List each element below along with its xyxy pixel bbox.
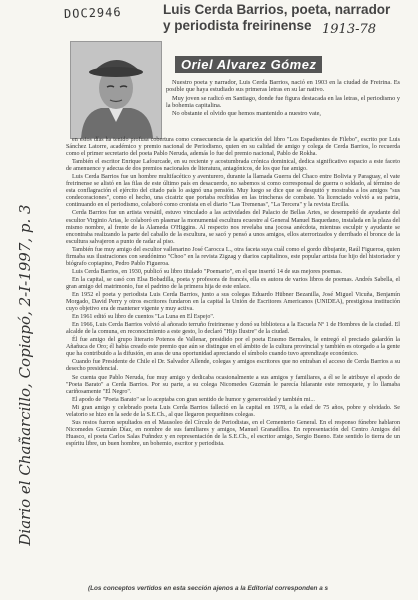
- body-paragraph: También el escritor Enrique Lafourcade, en su reciente y acostumbrada crónica dominical, dedica significativo espacio a este faceto de amenuence y adecua de dos premios nacionales de literatura, antagónicos, de los que fue amigo.: [66, 159, 400, 173]
- body-paragraph: Luis Cerda Barrios fue un hombre multifacético y aventurero, durante la llamada Guerra del Chaco entre Bolivia y Paraguay, el vate freirinense se alistó en las filas de este último país en desacuerdo, no sabemos si como corresponsal de guerra o soldado, al término de esta conflagración el ejército del citado país lo asignó una pensión. Muy luego se dice que se desquitó y mostraba a los amigos "sus condecoraciones", como el hecho, una cicatriz que portaba recibidas en las trincheras de combate. Ya licenciado volvió a su patria, continuando en el periodismo, colaboró como cronista en el diario "Las Tremenas", "La Tercera" y la revista Ercilla.: [66, 174, 400, 209]
- body-paragraph: Él fue amigo del grupo literario Potenos de Vallenar, presidido por el poeta Erasmo Bernales, le entregó el preciado galardón la Añañuca de Oro; él había creado este premio que aún se distingue en el ámbito de la cultura provincial y también es otorgado a la gente que ha contribuido a la difusión, en aras de una oportunidad apreciando el símbolo cuando tuvo aprendizaje económico.: [66, 337, 400, 358]
- intro-paragraph: Nuestro poeta y narrador, Luis Cerda Barrios, nació en 1903 en la ciudad de Freirina. Es posible que haya estudiado sus primeras letras en su lar nativo.: [166, 79, 400, 94]
- body-paragraph: Luis Cerda Barrios, en 1930, publicó su libro titulado "Poemario", en el que insertó 14 de sus mejores poemas.: [72, 268, 343, 275]
- body-paragraph: También fue muy amigo del escultor vallenarino José Carocca L., otra faceta suya cuál como el gordo dibujante, Raúl Figueroa, quien firmaba sus ilustraciones con seudónimo "Choo" en la revista Zigzag y diarios capitalinos, este popular artista fue hijo del historiador y biógrafo copiapino, Pedro Pablo Figueroa.: [66, 246, 400, 267]
- article-body: [66, 137, 400, 449]
- portrait-illustration: [71, 42, 161, 138]
- body-paragraph: Sus restos fueron sepultados en el Mausoleo del Círculo de Periodistas, en el Cementerio General. En el responso fúnebre hablaron Nicomedes Guzmán Díaz, en nombre de sus familiares y amigos, Manuel Granadillos. En representación del Centro Amigos del Huasco, el poeta Carlos Salas Fuñndez y en representación de la S.E.Ch., el escritor amigo, Sergio Bueno. Este sentido lo tierra de un espíritu libre, un buen hombre, un bohemio, escritor y periodista.: [66, 419, 400, 447]
- margin-handwritten-note: [10, 160, 40, 590]
- body-paragraph: En 1966, Luis Cerda Barrios volvió al añorado terruño freirinense y donó su biblioteca a la Escuela Nº 1 de Hombres de la ciudad. El alcalde de la comuna, en reconocimiento a este gesto, lo declaró "Hijo Ilustre" de la ciudad.: [66, 322, 400, 336]
- archive-stamp: DOC2946: [63, 4, 122, 22]
- intro-paragraph: No obstante el olvido que hemos mantenido a nuestro vate,: [172, 110, 321, 118]
- body-paragraph: En 1952 el poeta y periodista Luis Cerda Barrios, junto a sus colegas Eduardo Hübner Bezanilla, José Miguel Vicuña, Benjamín Morgado, David Perry y otros escritores fundaron en la capital la Unión de Escritores Americanos (UNIDEA), prestigiosa institución cuyo objetivo era de mantener vigente y muy activa.: [66, 291, 400, 313]
- article-title: Luis Cerda Barrios, poeta, narrador y periodista freirinense: [163, 2, 391, 33]
- intro-text: [166, 79, 400, 118]
- intro-paragraph: Muy joven se radicó en Santiago, donde fue figura destacada en las letras, el periodismo y la bohemia capitalina.: [166, 94, 400, 109]
- byline: Oriel Alvarez Gómez: [175, 56, 322, 73]
- body-paragraph: Mi gran amigo y celebrado poeta Luis Cerda Barrios falleció en la capital en 1978, a la edad de 75 años, pobre y olvidado. Se velatorio se hizo en la sede de la S.E.Ch., al que llegaron pequeñines colegas.: [66, 404, 400, 418]
- body-paragraph: en estos días ha tenido profusa cobertura como consecuencia de la aparición del libro "Los Espadientes de Filebo", escrito por Luis Sánchez Latorre, académico y premio nacional de Periodismo, quien en su calidad de amigo y colega de Cerda Barrios, lo recuerda como el primer secretario del poeta Pablo Neruda, además lo fue del premio nacional, Pablo de Rokha.: [66, 137, 400, 158]
- margin-note-text: Diario el Chañarcillo, Copiapó, 2-I-1997, p. 3: [16, 204, 34, 546]
- body-paragraph: Cuando fue Presidente de Chile el Dr. Salvador Allende, colegas y amigos escritores que no entraban el acceso de Cerda Barrios a su desecho presidencial.: [66, 359, 400, 373]
- body-paragraph: Se cuenta que Pablo Neruda, fue muy amigo y dedicaba ocasionalmente a sus amigos y familiares, a él se le atribuye el apodo de "Poeta Barato" a Cerda Barrios. Por su parte, a su colega Nicomedes Guzmán le parecía hilarante este remoquete, y lo llamaba cariñosamente "El Negro".: [66, 374, 400, 395]
- editorial-disclaimer: (Los conceptos vertidos en esta sección ajenos a la Editorial corresponden a s: [88, 585, 329, 592]
- body-paragraph: El apodo de "Poeta Barato" se lo aceptaba con gran sentido de humor y generosidad y también mi...: [72, 396, 315, 403]
- body-paragraph: En 1961 editó su libro de cuentos "La Luna en El Espejo".: [72, 314, 215, 321]
- body-paragraph: En la capital, se casó con Elsa Bobadilla, poeta y profesora de francés, ella es autora de varios libros de poemas. Andrés Sabella, el gran amigo del matrimonio, fue el padrino de la primera hija de este enlace.: [66, 276, 400, 290]
- author-portrait: [70, 41, 162, 139]
- handwritten-date: 1913-78: [322, 22, 377, 37]
- body-paragraph: Cerda Barrios fue un artista versátil, estuvo vinculado a las actividades del Palacio de Bellas Artes, se desempeñó de ayudante del escultor Virginio Arias, le colaboró en plasmar la monumental escultura ecuestre al General Manuel Baquedano, instalada en la plaza del mismo nombre, al frente de la Alameda O'Higgins. Al respecto nos revelaba una jocosa anécdota, mientras esculpir y ayudante se encontraba realizando la parte del caballo de la escultura, se sacó y pensó a unos amigos, ellos aterrorizados y derribado el bronce de la escultura salvajeron a punto de radar al piso.: [66, 210, 400, 245]
